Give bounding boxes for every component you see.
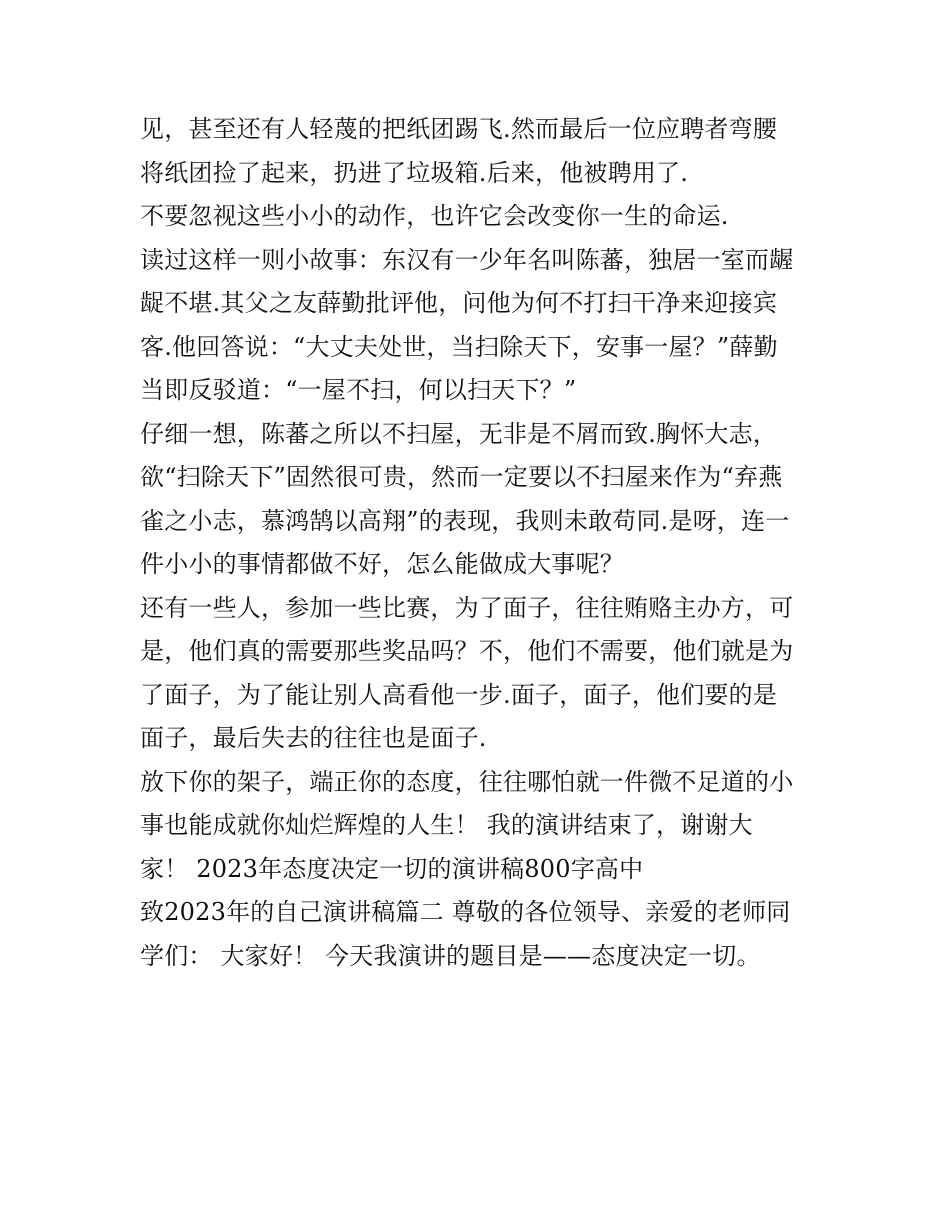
text-line: 家！ 2023年态度决定一切的演讲稿800字高中 <box>140 854 644 883</box>
text-line: 面子，最后失去的往往也是面子. <box>140 724 487 752</box>
text-line: 客.他回答说：“大丈夫处世，当扫除天下，安事一屋？”薛勤 <box>140 332 778 361</box>
text-line: 致2023年的自己演讲稿篇二 尊敬的各位领导、亲爱的老师同 <box>140 898 791 926</box>
text-line: 不要忽视这些小小的动作，也许它会改变你一生的命运. <box>140 202 729 230</box>
text-line: 仔细一想，陈蕃之所以不扫屋，无非是不屑而致.胸怀大志， <box>140 419 778 448</box>
text-line: 事也能成就你灿烂辉煌的人生！ 我的演讲结束了，谢谢大 <box>140 811 753 839</box>
text-line: 还有一些人，参加一些比赛，为了面子，往往贿赂主办方，可 <box>140 593 794 622</box>
text-line: 是，他们真的需要那些奖品吗？不，他们不需要，他们就是为 <box>140 637 794 665</box>
text-line: 放下你的架子，端正你的态度，往往哪怕就一件微不足道的小 <box>140 767 794 796</box>
text-line: 见，甚至还有人轻蔑的把纸团踢飞.然而最后一位应聘者弯腰 <box>140 115 778 143</box>
text-line: 龊不堪.其父之友薛勤批评他，问他为何不打扫干净来迎接宾 <box>140 289 778 317</box>
text-line: 当即反驳道：“一屋不扫，何以扫天下？” <box>140 376 577 404</box>
text-line: 欲“扫除天下”固然很可贵，然而一定要以不扫屋来作为“弃燕 <box>140 463 783 491</box>
text-line: 学们： 大家好！ 今天我演讲的题目是——态度决定一切。 <box>140 941 761 970</box>
text-line: 件小小的事情都做不好，怎么能做成大事呢？ <box>140 550 624 578</box>
text-line: 了面子，为了能让别人高看他一步.面子，面子，他们要的是 <box>140 680 778 709</box>
document-body <box>140 108 830 978</box>
text-line: 雀之小志，慕鸿鹄以高翔”的表现，我则未敢苟同.是呀，连一 <box>140 506 790 535</box>
text-line: 读过这样一则小故事：东汉有一少年名叫陈蕃，独居一室而龌 <box>140 245 794 274</box>
text-line: 将纸团捡了起来，扔进了垃圾箱.后来，他被聘用了. <box>140 158 689 187</box>
